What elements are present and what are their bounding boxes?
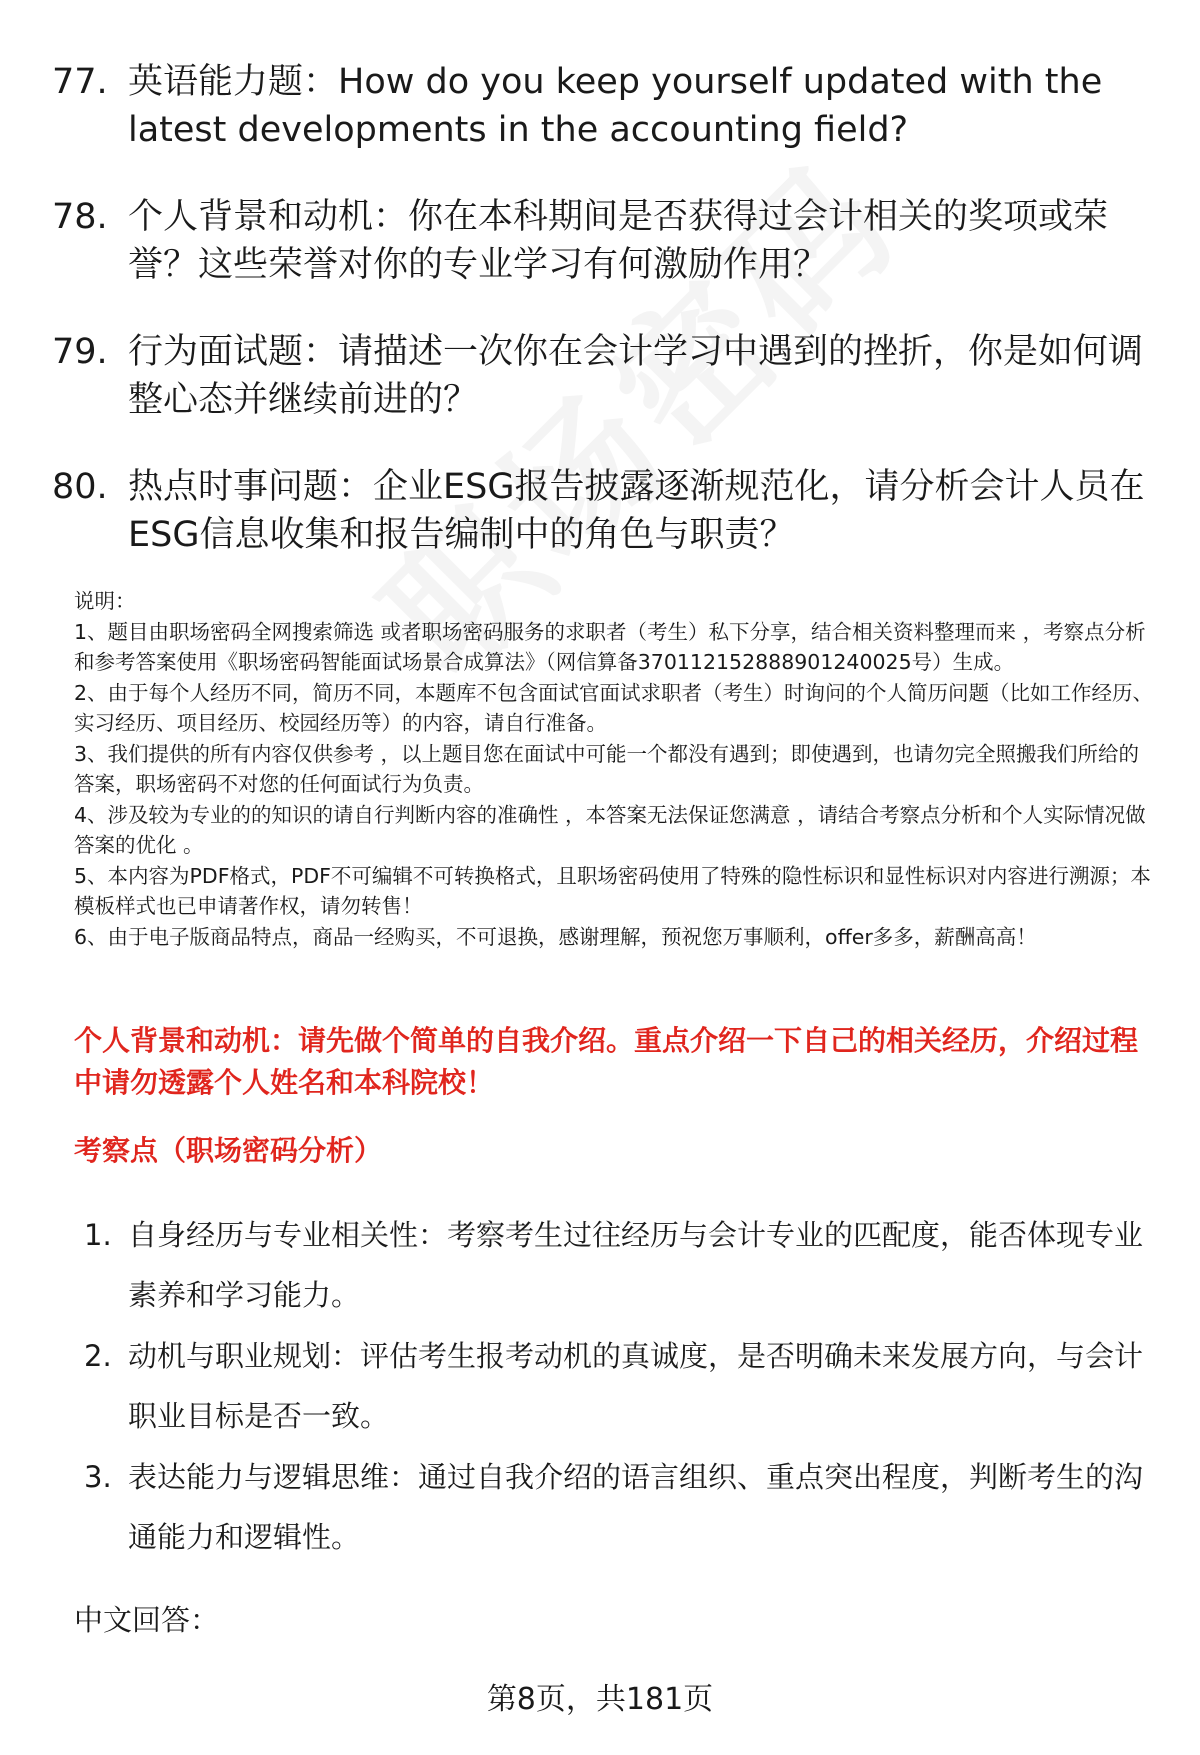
question-number: 79. [52,332,108,372]
question-item [52,463,1152,559]
analysis-item [84,1326,1154,1446]
featured-question: 个人背景和动机：请先做个简单的自我介绍。重点介绍一下自己的相关经历，介绍过程中请勿透露个人姓名和本科院校！ [74,1024,1139,1099]
analysis-number: 1. [84,1218,112,1252]
note-item: 6、由于电子版商品特点，商品一经购买，不可退换，感谢理解，预祝您万事顺利，offer多多，薪酬高高！ [74,924,1037,949]
analysis-text: 动机与职业规划：评估考生报考动机的真诚度，是否明确未来发展方向，与会计职业目标是否一致。 [128,1339,1144,1433]
question-list [52,58,1152,598]
question-item [52,328,1152,424]
question-text: 个人背景和动机：你在本科期间是否获得过会计相关的奖项或荣誉？这些荣誉对你的专业学习有何激励作用？ [128,197,1109,285]
question-number: 78. [52,197,108,237]
analysis-title: 考察点（职场密码分析） [74,1134,383,1167]
analysis-text: 表达能力与逻辑思维：通过自我介绍的语言组织、重点突出程度，判断考生的沟通能力和逻辑性。 [128,1460,1144,1554]
analysis-item [84,1447,1154,1567]
note-item: 1、题目由职场密码全网搜索筛选 或者职场密码服务的求职者（考生）私下分享，结合相关资料整理而来 ，考察点分析和参考答案使用《职场密码智能面试场景合成算法》（网信算备370112152888901240025号）生成。 [74,619,1146,674]
notes-title: 说明： [74,589,136,613]
analysis-number: 2. [84,1339,112,1373]
note-item: 5、本内容为PDF格式，PDF不可编辑不可转换格式，且职场密码使用了特殊的隐性标识和显性标识对内容进行溯源；本模板样式也已申请著作权，请勿转售！ [74,863,1151,918]
question-text: 热点时事问题：企业ESG报告披露逐渐规范化，请分析会计人员在ESG信息收集和报告编制中的角色与职责？ [128,467,1145,555]
note-item: 2、由于每个人经历不同，简历不同，本题库不包含面试官面试求职者（考生）时询问的个人简历问题（比如工作经历、实习经历、项目经历、校园经历等）的内容，请自行准备。 [74,680,1154,735]
answer-label: 中文回答： [74,1603,220,1637]
page-footer: 第8页，共181页 [486,1682,714,1717]
question-item [52,193,1152,289]
question-number: 77. [52,62,108,102]
analysis-item [84,1205,1154,1325]
question-text: 行为面试题：请描述一次你在会计学习中遇到的挫折，你是如何调整心态并继续前进的？ [128,332,1144,420]
question-item [52,58,1152,154]
question-text: 英语能力题：How do you keep yourself updated with the latest developments in the accounting field? [128,62,1103,150]
analysis-list [84,1205,1154,1568]
analysis-number: 3. [84,1460,112,1494]
notes-section [74,586,1159,952]
note-item: 4、涉及较为专业的的知识的请自行判断内容的准确性 ，本答案无法保证您满意 ，请结合考察点分析和个人实际情况做答案的优化 。 [74,802,1146,857]
analysis-text: 自身经历与专业相关性：考察考生过往经历与会计专业的匹配度，能否体现专业素养和学习能力。 [128,1218,1144,1312]
question-number: 80. [52,467,108,507]
note-item: 3、我们提供的所有内容仅供参考 ，以上题目您在面试中可能一个都没有遇到；即使遇到，也请勿完全照搬我们所给的答案，职场密码不对您的任何面试行为负责。 [74,741,1140,796]
